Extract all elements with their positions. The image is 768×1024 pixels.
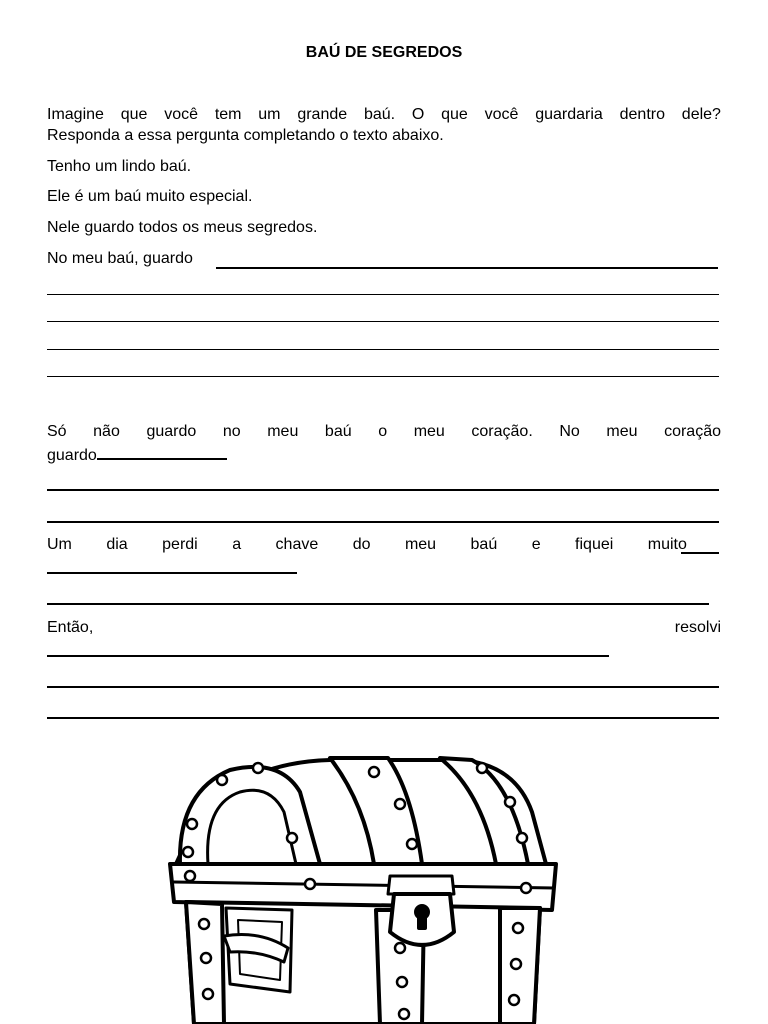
sentence-1: Tenho um lindo baú. [47, 158, 192, 175]
word: que [120, 106, 148, 123]
word: baú. [363, 106, 396, 123]
word: dentro [619, 106, 665, 123]
page-title: BAÚ DE SEGREDOS [305, 44, 463, 61]
answer-line[interactable] [47, 349, 719, 350]
word: que [441, 106, 468, 123]
word: O [411, 106, 425, 123]
answer-line[interactable] [47, 655, 609, 657]
word: dia [106, 536, 128, 553]
sentence-4: No meu baú, guardo [47, 250, 193, 267]
answer-line[interactable] [47, 376, 719, 377]
answer-line[interactable] [47, 294, 719, 295]
word: perdi [162, 536, 198, 553]
chave-line-1 [47, 534, 687, 555]
word: baú [324, 423, 352, 440]
word: meu [413, 423, 445, 440]
answer-line[interactable] [47, 521, 719, 523]
word: no [222, 423, 241, 440]
word: coração. [471, 423, 533, 440]
word: guardo [146, 423, 197, 440]
word: Só [47, 423, 67, 440]
word: o [378, 423, 388, 440]
sentence-2: Ele é um baú muito especial. [47, 188, 253, 205]
word: baú [470, 536, 498, 553]
answer-line[interactable] [47, 321, 719, 322]
answer-line[interactable] [47, 603, 709, 605]
resolvi-label: resolvi [674, 619, 721, 636]
word: você [164, 106, 199, 123]
word: Um [47, 536, 72, 553]
entao-line [47, 617, 721, 638]
word: dele? [681, 106, 721, 123]
word: meu [404, 536, 437, 553]
answer-line[interactable] [47, 686, 719, 688]
word: No [559, 423, 580, 440]
word: chave [275, 536, 319, 553]
answer-line[interactable] [47, 489, 719, 491]
coracao-line-1 [47, 421, 721, 442]
answer-blank-coracao[interactable] [97, 442, 227, 460]
answer-line[interactable] [47, 717, 719, 719]
word: tem [214, 106, 242, 123]
coracao-guardo-label: guardo [47, 447, 97, 464]
word: e [531, 536, 541, 553]
word: meu [606, 423, 638, 440]
word: grande [297, 106, 348, 123]
word: você [484, 106, 519, 123]
intro-line-2: Responda a essa pergunta completando o texto abaixo. [47, 127, 444, 144]
sentence-3: Nele guardo todos os meus segredos. [47, 219, 318, 236]
word: um [258, 106, 281, 123]
word: não [93, 423, 120, 440]
word: meu [267, 423, 299, 440]
answer-blank-guardo[interactable] [216, 267, 718, 269]
word: muito [647, 536, 687, 553]
word: Imagine [47, 106, 104, 123]
entao-label: Então, [47, 619, 94, 636]
answer-blank-muito[interactable] [681, 552, 719, 554]
answer-line[interactable] [47, 572, 297, 574]
coracao-line-2 [47, 442, 721, 466]
treasure-chest-icon [160, 752, 570, 1024]
intro-line-1 [47, 104, 721, 125]
word: guardaria [535, 106, 603, 123]
word: coração [664, 423, 721, 440]
word: fiquei [575, 536, 614, 553]
word: do [352, 536, 371, 553]
word: a [232, 536, 242, 553]
